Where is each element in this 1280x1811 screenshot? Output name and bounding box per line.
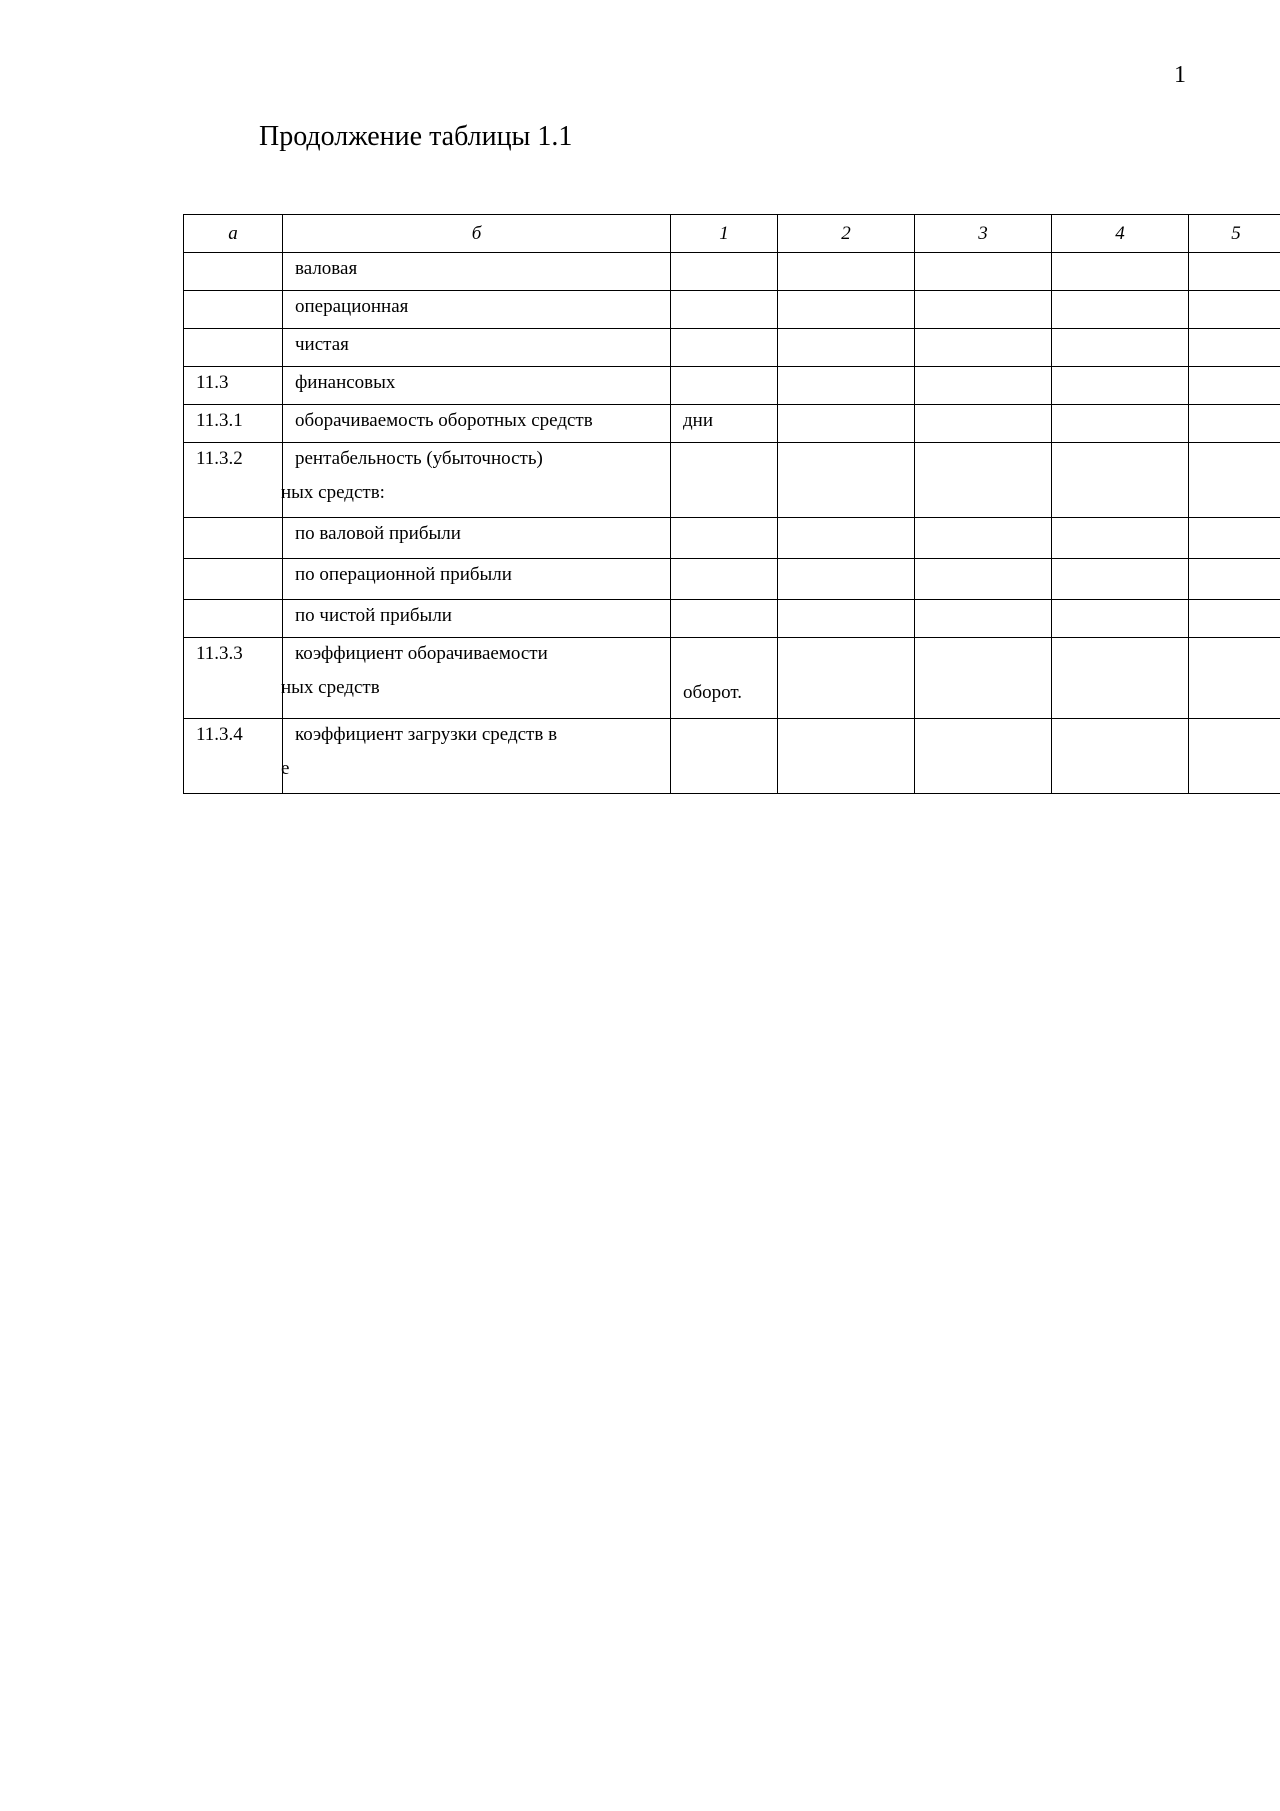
table-row [184,719,1280,794]
row-name: по операционной прибыли [295,564,512,585]
row-unit [671,367,777,372]
row-unit: оборот. [683,682,743,703]
table-row [184,253,1280,291]
row-code [184,253,282,258]
row-name: валовая [295,258,358,279]
table-row [184,559,1280,600]
row-unit [671,719,777,724]
row-code [184,559,282,564]
row-code: 11.3.3 [196,643,243,664]
row-name: по валовой прибыли [295,523,461,544]
row-unit: дни [683,410,714,431]
row-unit [671,253,777,258]
page-number: 1 [1174,62,1186,88]
row-unit [671,329,777,334]
header-cell: 1 [671,215,778,253]
header-cell: б [283,215,671,253]
row-name: по чистой прибыли [295,605,452,626]
header-cell: а [184,215,283,253]
header-cell: 4 [1052,215,1189,253]
row-code: 11.3.2 [196,448,243,469]
row-name: коэффициент оборачиваемости [295,643,548,664]
row-name: рентабельность (убыточность) [295,448,543,469]
row-unit [671,559,777,564]
row-name-continuation: ных средств: [281,482,385,503]
data-table [183,214,1280,794]
table-row [184,638,1280,719]
row-name-continuation: ных средств [281,677,380,698]
header-cell: 3 [915,215,1052,253]
table-header-row [184,215,1280,253]
table-row [184,405,1280,443]
row-unit [671,518,777,523]
row-code: 11.3 [196,372,229,393]
row-name: коэффициент загрузки средств в [295,724,558,745]
row-code [184,329,282,334]
table-row [184,291,1280,329]
row-code [184,600,282,605]
table-row [184,367,1280,405]
header-cell: 2 [778,215,915,253]
row-name-continuation: е [281,758,290,779]
table-row [184,518,1280,559]
table-caption: Продолжение таблицы 1.1 [259,121,573,152]
row-code [184,518,282,523]
row-code [184,291,282,296]
table-row [184,600,1280,638]
row-name: финансовых [295,372,396,393]
row-name: операционная [295,296,409,317]
row-unit [671,600,777,605]
row-name: оборачиваемость оборотных средств [295,410,593,431]
row-code: 11.3.4 [196,724,243,745]
row-unit [671,443,777,448]
header-cell: 5 [1189,215,1280,253]
row-name: чистая [295,334,349,355]
table-row [184,329,1280,367]
row-code: 11.3.1 [196,410,243,431]
table-row [184,443,1280,518]
row-unit [671,291,777,296]
